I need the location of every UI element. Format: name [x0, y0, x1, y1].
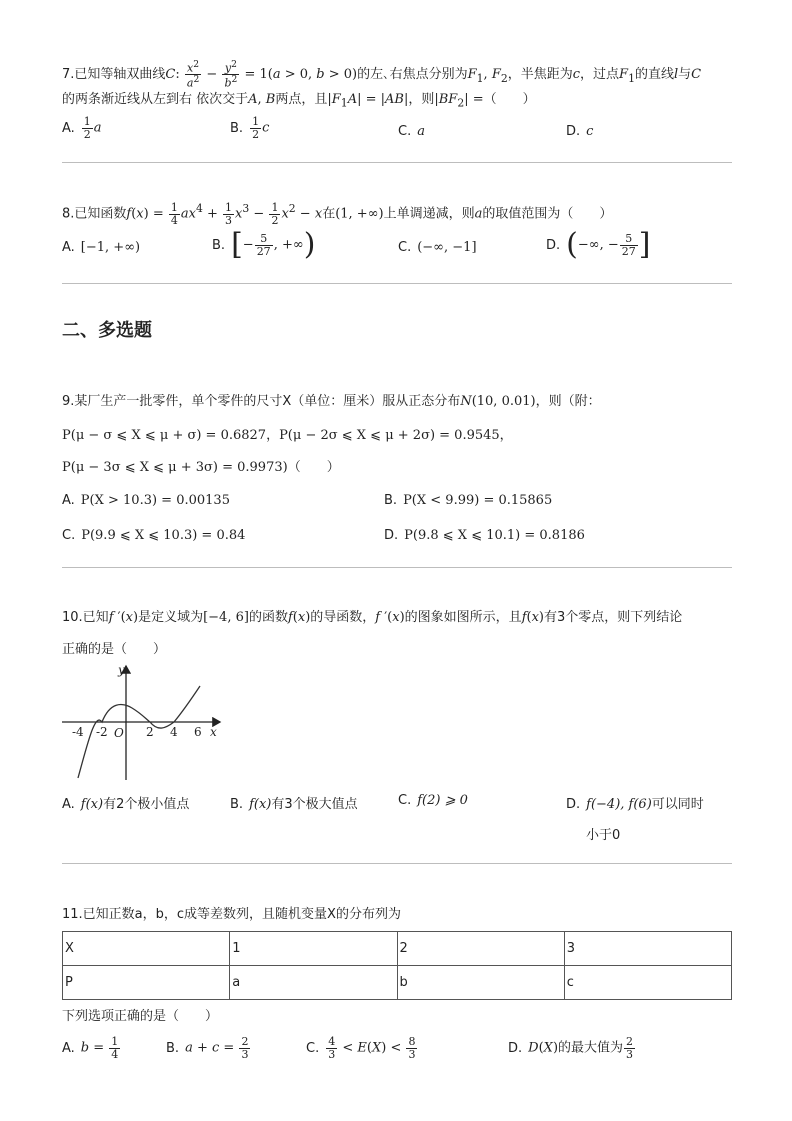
q8-stem: 8.已知函数: [62, 206, 127, 222]
q7-text-b: ，半焦距为: [507, 67, 573, 83]
q10-option-a[interactable]: A. f(x)有2个极小值点: [62, 797, 190, 812]
origin-label: O: [114, 726, 124, 740]
divider: [62, 863, 732, 864]
q9-line-3: [62, 460, 340, 476]
q9-option-a[interactable]: A. P(X > 10.3) = 0.00135: [62, 493, 230, 508]
q11-prompt: 下列选项正确的是（ ）: [62, 1009, 219, 1024]
divider: [62, 283, 732, 284]
q9-option-b[interactable]: B. P(X < 9.99) = 0.15865: [384, 493, 553, 508]
q7-text-c: ，过点: [580, 67, 620, 83]
q9-p1: P(μ − σ ⩽ X ⩽ μ + σ) = 0.6827，P(μ − 2σ ⩽ X ⩽ μ + 2σ) = 0.9545，: [62, 428, 513, 443]
y-axis-label: y: [118, 663, 125, 677]
q7-option-d[interactable]: D. c: [566, 124, 594, 139]
q8-text-c: 的取值范围为（ ）: [482, 206, 613, 222]
x-axis-label: x: [210, 725, 217, 739]
q9-p2: P(μ − 3σ ⩽ X ⩽ μ + 3σ) = 0.9973): [62, 460, 288, 475]
tick-label: 6: [194, 725, 202, 739]
divider: [62, 567, 732, 568]
q10-stem-f: 有3个零点，则下列结论: [544, 610, 683, 625]
table-cell: a: [230, 966, 397, 1000]
table-row: [63, 932, 732, 966]
q10-option-c[interactable]: C. f(2) ⩾ 0: [398, 793, 468, 808]
q7-text-e: 与: [678, 67, 692, 83]
q8-option-b[interactable]: B. [− $\frac{5}{27}$ , +∞): [212, 227, 316, 262]
q8-option-c[interactable]: C. (−∞, −1]: [398, 240, 477, 255]
q10-stem-e: 的图象如图所示，且: [404, 610, 522, 625]
q7-line-2: 的两条渐近线从左到右 依次交于A, B两点，且$|F_1A| = |AB|$，则$|BF_2|$ =（ ）: [62, 92, 536, 110]
q7-option-a[interactable]: A. $\frac{1}{2}$ a: [62, 115, 102, 141]
table-cell: 3: [564, 932, 731, 966]
tick-label: -2: [96, 725, 108, 739]
q9-line-1: 9.某厂生产一批零件，单个零件的尺寸X（单位：厘米）服从正态分布N(10, 0.01)，则（附：: [62, 394, 601, 409]
q8-option-a[interactable]: A. [−1, +∞): [62, 240, 141, 255]
q10-line-2: 正确的是（ ）: [62, 642, 167, 657]
q8-text-b: 上单调递减，则: [383, 206, 475, 222]
q10-option-d[interactable]: D. f(−4), f(6)可以同时 小于0: [566, 797, 704, 843]
q9-stem: 9.某厂生产一批零件，单个零件的尺寸X（单位：厘米）服从正态分布: [62, 394, 461, 409]
q11-option-c[interactable]: C. $\frac{4}{3}$ < E(X) < $\frac{8}{3}$: [306, 1035, 416, 1061]
q7-blank: （ ）: [483, 92, 536, 107]
derivative-graph: [62, 662, 232, 782]
q10-stem-a: 10.已知: [62, 610, 109, 625]
table-cell: 1: [230, 932, 397, 966]
tick-label: 2: [146, 725, 154, 739]
q7-option-b[interactable]: B. $\frac{1}{2}$ c: [230, 115, 270, 141]
q7-text-a: 的左､右焦点分别为: [357, 67, 468, 83]
q10-stem-b: 是定义域为: [138, 610, 204, 625]
q7-line2-b: 两点，且: [275, 92, 328, 107]
table-cell: 2: [397, 932, 564, 966]
table-row: [63, 966, 732, 1000]
q11-option-d[interactable]: D. D(X)的最大值为 $\frac{2}{3}$: [508, 1035, 634, 1061]
q7-line2-c: ，则: [408, 92, 435, 107]
q9-blank: （ ）: [287, 460, 340, 475]
q11-option-a[interactable]: A. b = $\frac{1}{4}$: [62, 1035, 119, 1061]
tick-label: 4: [170, 725, 178, 739]
q7-text-d: 的直线: [634, 67, 674, 83]
q9-stem-end: ，则（附：: [535, 394, 601, 409]
table-cell: c: [564, 966, 731, 1000]
divider: [62, 162, 732, 163]
section-title: 二、多选题: [62, 320, 152, 341]
q9-option-d[interactable]: D. P(9.8 ⩽ X ⩽ 10.1) = 0.8186: [384, 528, 585, 543]
q7-line-1: 7.已知等轴双曲线C: $\frac{x^2}{a^2}$ − $\frac{y^2}{b^2}$ = 1(a > 0, b > 0)的左､右焦点分别为$F_1$, $F_2$，半焦距为c，过点$F_1$的直线l与C: [62, 59, 702, 90]
q9-option-c[interactable]: C. P(9.9 ⩽ X ⩽ 10.3) = 0.84: [62, 528, 246, 543]
q10-option-d-cont: 小于0: [586, 828, 621, 843]
q8-line-1: 8.已知函数f(x) = $\frac{1}{4}$ $ax^4$ + $\frac{1}{3}$ $x^3$ − $\frac{1}{2}$ $x^2 - x$在(1, +∞)上单调递减，则a的取值范围为（ ）: [62, 201, 613, 227]
q7-option-c[interactable]: C. a: [398, 124, 425, 139]
q10-stem-d: 的导函数，: [310, 610, 376, 625]
q8-in: 在: [322, 206, 336, 222]
question-11: 11.已知正数a，b，c成等差数列，且随机变量X的分布列为: [62, 907, 401, 922]
q11-option-b[interactable]: B. a + c = $\frac{2}{3}$: [166, 1035, 249, 1061]
q8-option-d[interactable]: D. (−∞, − $\frac{5}{27}$ ]: [546, 227, 651, 262]
q10-line-1: 10.已知f ′(x)是定义域为[−4, 6]的函数f(x)的导函数，f ′(x)的图象如图所示，且f(x)有3个零点，则下列结论: [62, 610, 683, 625]
q7-stem: 7.已知等轴双曲线: [62, 67, 166, 83]
distribution-table: [62, 931, 732, 1000]
q10-stem-c: 的函数: [248, 610, 288, 625]
table-cell: P: [63, 966, 230, 1000]
table-cell: X: [63, 932, 230, 966]
q7-line2-a: 的两条渐近线从左到右 依次交于: [62, 92, 249, 107]
tick-label: -4: [72, 725, 84, 739]
q10-option-b[interactable]: B. f(x)有3个极大值点: [230, 797, 358, 812]
table-cell: b: [397, 966, 564, 1000]
